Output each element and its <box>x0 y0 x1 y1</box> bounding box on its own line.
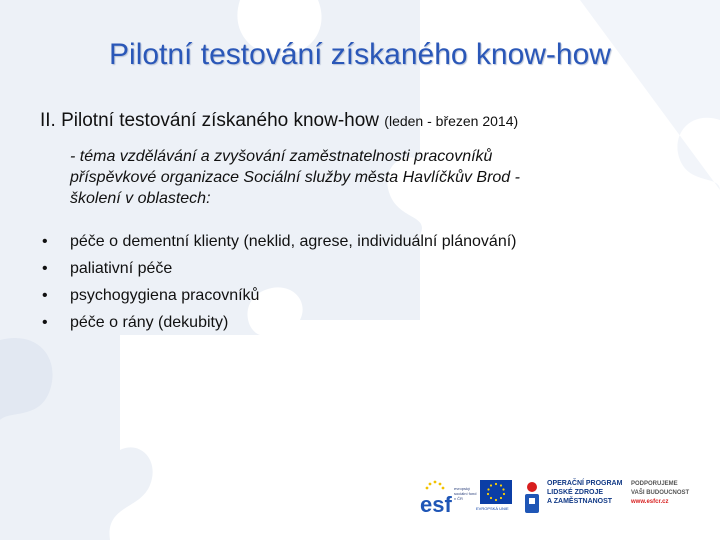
list-item-text: paliativní péče <box>70 260 173 277</box>
bullet-icon: • <box>42 314 48 331</box>
op-line: A ZAMĚSTNANOST <box>547 498 613 505</box>
op-line: LIDSKÉ ZDROJE <box>547 489 604 496</box>
list-item-text: psychogygiena pracovníků <box>70 287 260 304</box>
section-heading-text: II. Pilotní testování získaného know-how <box>40 110 380 131</box>
bullet-icon: • <box>42 233 48 250</box>
topic-line: školení v oblastech: <box>70 190 211 207</box>
topic-line: - téma vzdělávání a zvyšování zaměstnatelnosti pracovníků <box>70 148 493 165</box>
slide-title: Pilotní testování získaného know-how <box>109 38 611 71</box>
section-period: (leden - březen 2014) <box>384 113 519 129</box>
eu-flag-icon <box>480 480 512 504</box>
support-line: VAŠI BUDOUCNOST <box>631 490 690 496</box>
bullet-icon: • <box>42 287 48 304</box>
list-item-text: péče o dementní klienty (neklid, agrese, individuální plánování) <box>70 233 517 250</box>
list-item-text: péče o rány (dekubity) <box>70 314 229 331</box>
funding-logos <box>418 476 708 518</box>
support-line: PODPORUJEME <box>631 481 678 487</box>
op-lzz-icon <box>521 481 543 515</box>
support-slogan <box>631 480 711 507</box>
list-item <box>40 255 517 282</box>
list-item <box>40 309 517 336</box>
bullet-icon: • <box>42 260 48 277</box>
esf-subtitle: evropský sociální fond v ČR <box>454 486 477 501</box>
list-item <box>40 282 517 309</box>
topic-description <box>70 146 650 209</box>
esf-mark: esf <box>420 492 452 517</box>
list-item <box>40 228 517 255</box>
section-heading <box>40 110 518 132</box>
op-line: OPERAČNÍ PROGRAM <box>547 480 623 487</box>
eu-label: EVROPSKÁ UNIE <box>476 506 509 511</box>
support-url: www.esfcr.cz <box>631 499 669 505</box>
training-topics-list <box>40 228 517 336</box>
topic-line: příspěvkové organizace Sociální služby města Havlíčkův Brod - <box>70 169 520 186</box>
